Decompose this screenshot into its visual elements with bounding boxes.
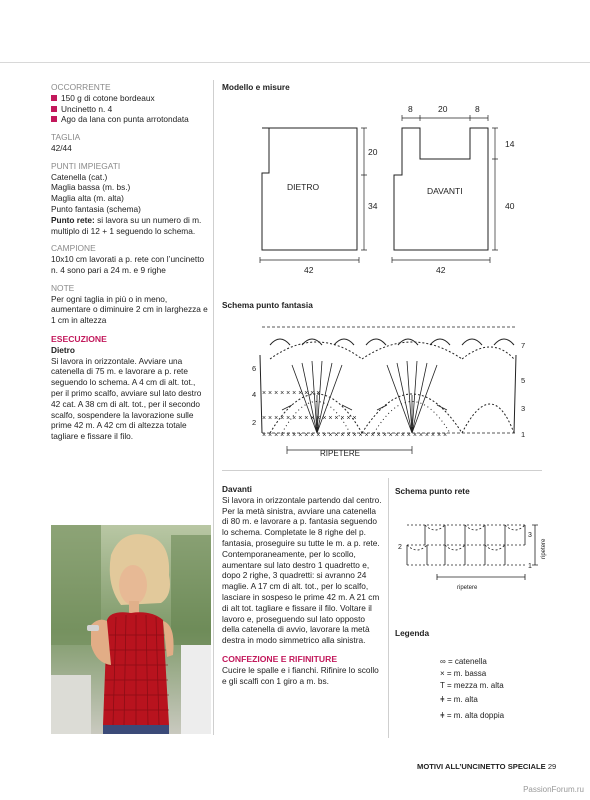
punto-rete-text: si lavora su un numero di m. multiplo di 12 + 1 seguendo lo schema. [51,214,202,236]
dietro-heading: Dietro [51,344,75,355]
column-divider-2 [388,478,389,738]
taglia-value: 42/44 [51,142,72,153]
watermark: PassionForum.ru [523,785,584,794]
note-text: Per ogni taglia in più o in meno, aumentare o diminuire 2 cm in larghezza e 1 cm in altezza [51,293,208,326]
legend-row [440,695,478,704]
confezione-text: Cucire le spalle e i fianchi. Rifinire lo scollo e gli scalfi con 1 giro a m. bs. [222,664,379,686]
confezione-heading: CONFEZIONE E RIFINITURE [222,653,338,664]
rete-side-label: ripetere [541,538,547,559]
row-num: 6 [252,364,257,373]
row-num: 7 [521,341,526,350]
occorrente-heading: OCCORRENTE [51,82,111,92]
column-divider [213,80,214,735]
legend-row [440,681,504,690]
legenda-heading: Legenda [395,628,430,638]
legend-row [440,711,504,720]
esecuzione-heading: ESECUZIONE [51,333,107,344]
schema-rete-heading: Schema punto rete [395,486,470,496]
legend-label: = catenella [447,657,487,666]
legend-row [440,669,486,678]
row-num: 5 [521,376,526,385]
top-rule [0,62,590,63]
row-num: 3 [521,404,526,413]
note-heading: NOTE [51,282,75,293]
punti-line: Maglia bassa (m. bs.) [51,182,131,193]
dim-davanti-top-b: 20 [438,104,448,114]
schema-fantasia-heading: Schema punto fantasia [222,300,313,310]
punti-line: Catenella (cat.) [51,171,108,182]
dietro-text: Si lavora in orizzontale. Avviare una catenella di 75 m. e lavorare a p. rete seguendo lo schema. A 4 cm di alt. tot., per il primo scalfo, avviare sul lato destro 42 cat. A 38 cm di alt. tot., per il secondo scalfo, sospendere la lavorazione sulle prime 42 m. A 42 cm di altezza totale tagliare e fissare il filo. [51,355,202,442]
dim-dietro-side: 34 [368,201,378,211]
rete-chart [395,515,555,595]
m-alta-icon: ǂ [440,695,445,704]
size-diagram [222,95,542,285]
rete-bottom-label: ripetere [457,585,478,591]
legend-label: = m. alta [446,695,478,704]
davanti-text: Si lavora in orizzontale partendo dal centro. Per la metà sinistra, avviare una catenella di 80 m. e lavorare a p. fantasia seguendo lo schema. Completate le 8 righe del p. fantasia, proseguire su tutte le m. a p. rete. Contemporaneamente, per lo scollo, aumentare sul lato destro 1 quadretto e, dopo 2 righe, 3 quadretti: si avranno 24 maglie. A 17 cm di alt. tot., per lo scalfo, lasciare in sospeso le prime 42 m. A 21 cm di alt tot. tagliare e fissare il filo. Voltare il lavoro e, proseguendo sul lato opposto della catenella di avvio, lavorare la metà destra in modo simmetrico alla sinistra. [222,494,382,646]
legend-label: = m. bassa [446,669,487,678]
section-divider [222,470,542,471]
campione-text: 10x10 cm lavorati a p. rete con l’uncinetto n. 4 sono pari a 24 m. e 9 righe [51,254,205,275]
occorrente-item: Uncinetto n. 4 [51,104,209,115]
mezza-m-alta-icon: T [440,681,445,690]
rete-row-num: 3 [528,532,532,539]
row-num: 1 [521,430,526,439]
davanti-heading: Davanti [222,484,252,494]
modello-heading: Modello e misure [222,82,290,92]
left-column [51,82,209,442]
row-num: 4 [252,390,257,399]
dim-davanti-side: 40 [505,201,515,211]
rete-row-num: 1 [528,563,532,570]
model-photo [51,525,211,734]
punti-line: Punto fantasia (schema) [51,203,141,214]
footer-title: MOTIVI ALL’UNCINETTO SPECIALE [417,762,546,771]
rete-row-num: 2 [398,544,402,551]
dim-dietro-bottom: 42 [304,265,314,275]
page-number: 29 [547,762,557,771]
page-footer [417,762,556,771]
dim-davanti-bottom: 42 [436,265,446,275]
dietro-label: DIETRO [287,182,320,192]
occorrente-item: Ago da lana con punta arrotondata [51,114,209,125]
catenella-icon: ∞ [440,657,446,666]
svg-text:× × × × × ×: × × × × × × × × × × [262,390,321,397]
svg-text:× × × × × × × ×: × × × × × × × × × × × × × × × × [262,415,357,422]
m-bassa-icon: × [440,669,445,678]
legend-label: = m. alta doppia [446,711,505,720]
dim-davanti-top-c: 8 [475,104,480,114]
legend-label: = mezza m. alta [446,681,504,690]
punto-rete-desc [51,215,209,237]
davanti-column [222,484,384,686]
punti-line: Maglia alta (m. alta) [51,193,124,204]
dim-davanti-top-a: 8 [408,104,413,114]
dim-davanti-side-top: 14 [505,139,515,149]
row-num: 2 [252,418,257,427]
svg-text:× × × × × × × × × × × × × × ×: × × × × × × × × × × × × × × × × × × × × × × × × × × × × × × × [262,432,448,439]
fantasia-chart [222,315,542,460]
dim-dietro-top: 20 [368,147,378,157]
m-alta-doppia-icon: ǂ [440,711,445,720]
legend-row [440,657,487,666]
punti-heading: PUNTI IMPIEGATI [51,160,121,171]
davanti-label: DAVANTI [427,186,463,196]
ripetere-label: RIPETERE [320,449,361,458]
taglia-heading: TAGLIA [51,132,81,143]
occorrente-item: 150 g di cotone bordeaux [51,93,209,104]
punto-rete-label: Punto rete: [51,214,95,225]
campione-heading: CAMPIONE [51,243,96,254]
